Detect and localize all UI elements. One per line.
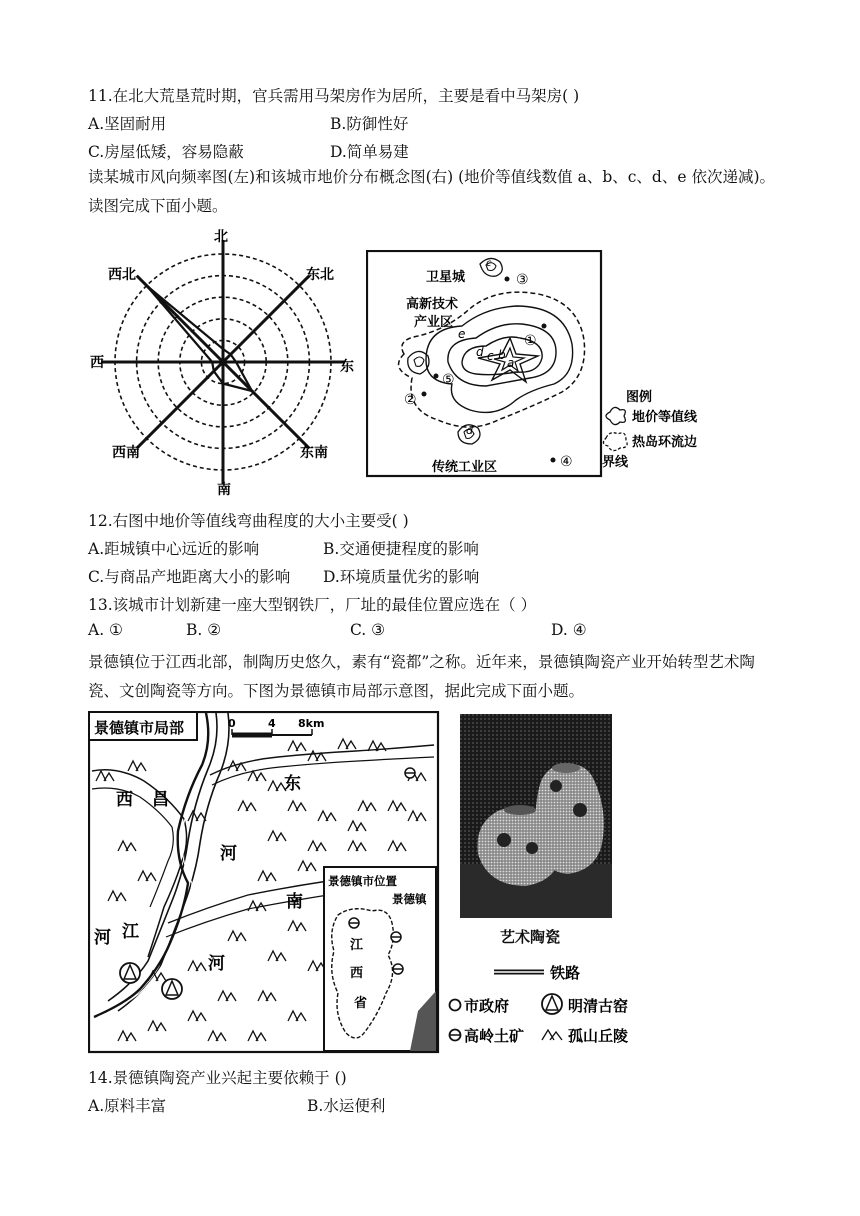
letter-c: c: [487, 349, 494, 363]
dir-n: 北: [214, 229, 228, 245]
axis-sw: [137, 362, 223, 448]
q13-option-b: B. ②: [186, 621, 222, 639]
map-frame: [367, 251, 601, 476]
label-xi: 西: [116, 790, 133, 810]
hill-legend-icon: [542, 1030, 562, 1040]
q11-option-d: D.简单易建: [330, 143, 409, 161]
scale-8km: 8km: [298, 717, 325, 730]
legend-heat-icon: [603, 433, 627, 451]
map-title: 景德镇市局部: [94, 719, 185, 737]
intro-paragraph-1: 读某城市风向频率图(左)和该城市地价分布概念图(右) (地价等值线数值 a、b、c、d、e 依次递减)。读图完成下面小题。: [88, 168, 776, 215]
letter-d: d: [476, 345, 484, 359]
dir-e: 东: [340, 359, 354, 375]
label-hightech-1: 高新技术: [406, 297, 459, 312]
label-dong-he: 河: [220, 844, 237, 864]
industry-letter-d: d: [466, 424, 473, 437]
q12-option-d: D.环境质量优劣的影响: [323, 568, 480, 586]
legend-hills: 孤山丘陵: [568, 1027, 629, 1045]
q12-option-a: A.距城镇中心远近的影响: [88, 540, 260, 558]
ancient-kiln-icon: [120, 963, 140, 983]
label-dong: 东: [284, 774, 301, 794]
inset-sheng: 省: [354, 996, 368, 1011]
legend-rail: 铁路: [550, 964, 581, 982]
legend-heat-label-2: 界线: [602, 455, 629, 470]
marker-2: ②: [404, 392, 417, 408]
label-chang: 昌: [152, 790, 169, 810]
ancient-kiln-icon: [162, 979, 182, 999]
marker-3: ③: [516, 272, 529, 288]
kiln-legend-icon: [542, 994, 562, 1014]
photo-caption: 艺术陶瓷: [500, 928, 561, 946]
label-nan-he: 河: [208, 954, 225, 974]
intro-paragraph-2: 景德镇位于江西北部，制陶历史悠久，素有“瓷都”之称。近年来，景德镇陶瓷产业开始转型艺术陶瓷、文创陶瓷等方向。下图为景德镇市局部示意图，据此完成下面小题。: [88, 653, 755, 700]
q12-stem: 12.右图中地价等值线弯曲程度的大小主要受( ): [88, 512, 409, 530]
inset-xi: 西: [350, 966, 364, 981]
legend-heat-label-1: 热岛环流边: [632, 435, 698, 450]
dir-s: 南: [217, 482, 231, 498]
inset-title: 景德镇市位置: [328, 874, 397, 888]
dir-w: 西: [90, 355, 104, 371]
q11-option-b: B.防御性好: [330, 115, 409, 133]
label-traditional-industry: 传统工业区: [432, 460, 498, 475]
legend-contour-label: 地价等值线: [632, 410, 698, 425]
q11-stem: 11.在北大荒垦荒时期，官兵需用马架房作为居所，主要是看中马架房( ): [88, 87, 580, 105]
wind-rose-chart: [88, 222, 358, 498]
legend-gov: 市政府: [464, 997, 510, 1015]
label-satellite-city: 卫星城: [426, 270, 466, 285]
q13-option-c: C. ③: [350, 621, 386, 639]
label-nan: 南: [286, 892, 303, 912]
legend-kaolin: 高岭土矿: [464, 1027, 525, 1045]
jingdezhen-map: [88, 711, 440, 1054]
q14-option-a: A.原料丰富: [88, 1097, 167, 1115]
land-price-map: [366, 250, 716, 478]
q13-option-a: A. ①: [88, 621, 123, 639]
legend-title: 图例: [626, 390, 653, 405]
jdz-legend: [444, 956, 656, 1052]
q12-option-c: C.与商品产地距离大小的影响: [88, 568, 291, 586]
dir-ne: 东北: [306, 267, 334, 283]
letter-a: a: [507, 356, 515, 370]
axis-ne: [223, 276, 309, 362]
label-hightech-2: 产业区: [414, 315, 454, 330]
art-ceramics-photo: [460, 714, 612, 918]
letter-e: e: [458, 327, 466, 341]
satellite-letter-c: c: [486, 258, 492, 269]
dir-nw: 西北: [108, 267, 136, 283]
dir-se: 东南: [300, 445, 328, 461]
gov-icon: [450, 1000, 461, 1011]
q11-option-c: C.房屋低矮，容易隐蔽: [88, 143, 244, 161]
q14-stem: 14.景德镇陶瓷产业兴起主要依赖于 (): [88, 1069, 347, 1087]
q13-option-d: D. ④: [551, 621, 587, 639]
marker-5: ⑤: [442, 372, 455, 388]
label-jiang: 江: [122, 922, 139, 942]
scale-4: 4: [268, 717, 276, 730]
marker-4: ④: [560, 454, 573, 470]
legend-kiln: 明清古窑: [568, 997, 629, 1015]
marker-1: ①: [524, 333, 537, 349]
axis-se: [223, 362, 309, 448]
dir-sw: 西南: [112, 445, 140, 461]
scale-0: 0: [228, 717, 236, 730]
letter-b: b: [498, 348, 506, 362]
legend-contour-icon: [606, 407, 625, 424]
inset-jiang: 江: [350, 938, 364, 953]
label-he-west: 河: [94, 928, 111, 948]
q12-option-b: B.交通便捷程度的影响: [323, 540, 479, 558]
q14-option-b: B.水运便利: [307, 1097, 386, 1115]
inset-city: 景德镇: [392, 892, 427, 906]
q13-stem: 13.该城市计划新建一座大型钢铁厂，厂址的最佳位置应选在（ ）: [88, 596, 537, 614]
q11-option-a: A.坚固耐用: [88, 115, 167, 133]
